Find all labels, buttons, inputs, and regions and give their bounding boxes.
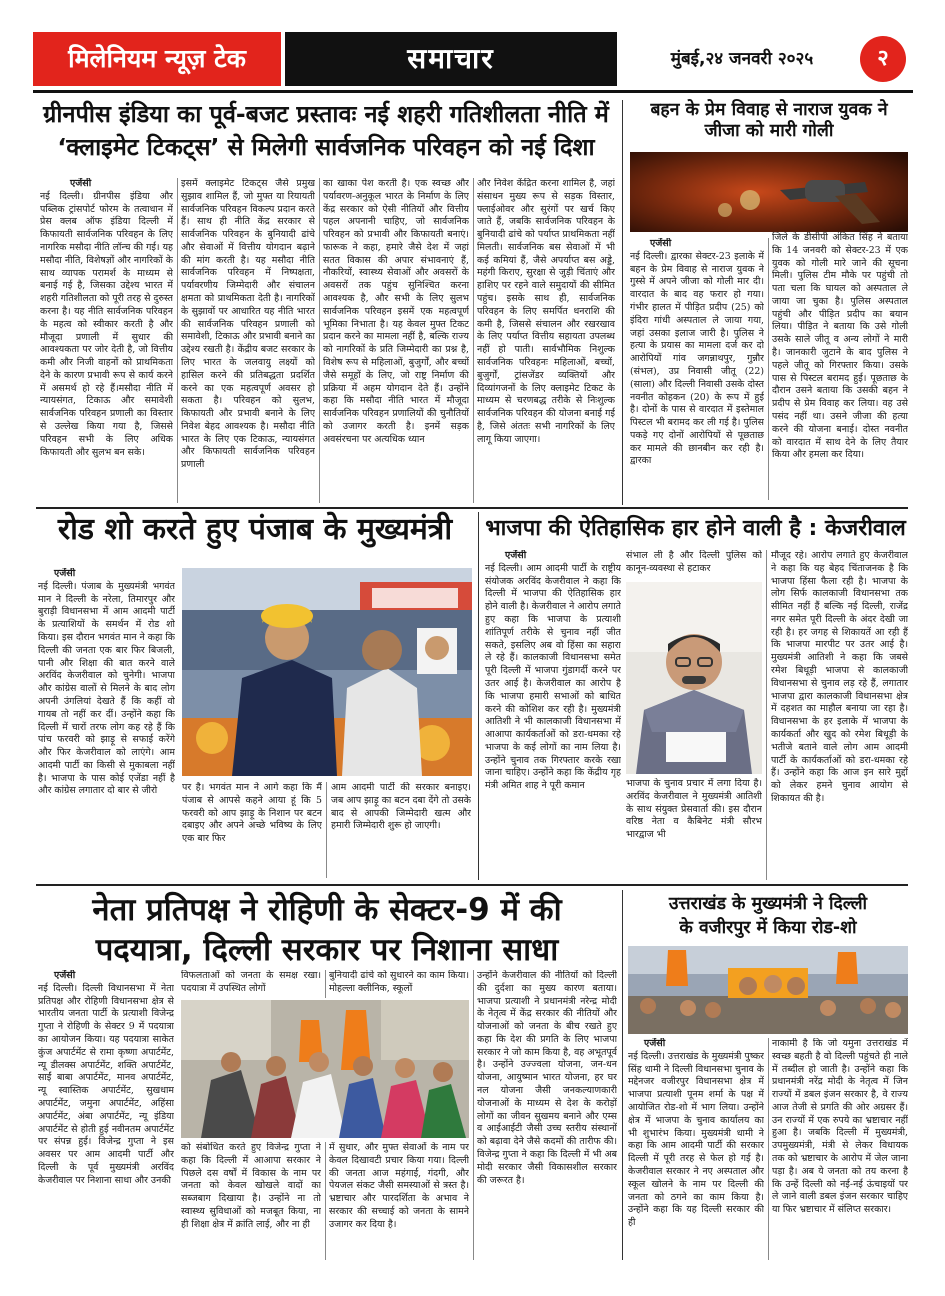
road-show-photo bbox=[182, 568, 472, 776]
story5-col5 bbox=[329, 1142, 469, 1260]
paper-title: मिलेनियम न्यूज़ टेक bbox=[33, 32, 281, 86]
story5-col6 bbox=[477, 970, 617, 1260]
masthead bbox=[33, 32, 913, 86]
col-divider bbox=[768, 238, 769, 500]
story3-col2-text: पर है। भगवंत मान ने आगे कहा कि मैं पंजाब से आपसे कहने आया हूं कि 5 फरवरी को आप झाड़ू के निशान पर बटन दबाइए और अपने अच्छे भविष्य के लिए एक बार फिर bbox=[182, 782, 322, 845]
section-title: समाचार bbox=[285, 32, 617, 86]
story1-col2-text: इसमें क्लाइमेट टिकट्स जैसे प्रमुख सुझाव शामिल हैं, जो मुफ्त या रियायती सार्वजनिक परिवहन विकल्प प्रदान करते हैं। साथ ही नीति केंद्र सरकार से सार्वजनिक परिवहन के बुनियादी ढांचे और सेवाओं में वित्तीय योगदान बढ़ाने की मांग करती है। यह मसौदा नीति सार्वजनिक परिवहन में निष्पक्षता, पर्यावरणीय जिम्मेदारी और संचालन क्षमता को प्राथमिकता देती है। नागरिकों के सुझावों पर आधारित यह नीति भारत की सार्वजनिक परिवहन प्रणाली को समावेशी, टिकाऊ और प्रभावी बनाने का उद्देश्य रखती है। केंद्रीय बजट सरकार के लिए भारत के जलवायु लक्ष्यों को हासिल करने की प्रतिबद्धता प्रदर्शित करने का एक महत्वपूर्ण अवसर हो सकता है। परिवहन को सुलभ, किफायती और प्रभावी बनाने के लिए निवेश बेहद आवश्यक है। मसौदा नीति भारत के लिए एक टिकाऊ, न्यायसंगत और किफायती सार्वजनिक परिवहन प्रणाली bbox=[181, 178, 315, 471]
col-divider bbox=[768, 1038, 769, 1260]
story5-col4 bbox=[181, 1142, 321, 1260]
col-divider bbox=[473, 970, 474, 1260]
story3-col1-text: नई दिल्ली। पंजाब के मुख्यमंत्री भगवंत मान ने दिल्ली के नरेला, तिमारपुर और बुराड़ी विधानसभा में आम आदमी पार्टी के प्रत्याशियों के समर्थन में रोड शो किया। इस दौरान भगवंत मान ने कहा कि दिल्ली की जनता एक बार फिर बिजली, पानी और शिक्षा की बात करने वाले अरविंद केजरीवाल को चुनेगी। भाजपा और कांग्रेस वालों से मिलने के बाद लोग अपनी उंगलियां देखते हैं कि कहीं वो गायब तो नहीं कर दीं। उन्होंने कहा कि दिल्ली में चारों तरफ लोग कह रहे हैं कि पांच फरवरी को झाड़ू से सफाई करेंगे और फिर केजरीवाल को लाएंगे। आम आदमी पार्टी का किसी से मुकाबला नहीं है। भाजपा के पास कोई एजेंडा नहीं है और कांग्रेस लगातार दो बार से जीरो bbox=[38, 580, 175, 797]
story4-col2-text: संभाल ली है और दिल्ली पुलिस को कानून-व्यवस्था से हटाकर bbox=[626, 550, 762, 574]
story4-col4 bbox=[771, 550, 908, 880]
story6-headline bbox=[628, 893, 908, 940]
col-divider bbox=[177, 178, 178, 503]
story5-col2 bbox=[181, 970, 321, 998]
story6-headline-line1: उत्तराखंड के मुख्यमंत्री ने दिल्ली bbox=[668, 894, 868, 914]
story4-col1 bbox=[485, 550, 621, 880]
padyatra-photo bbox=[181, 1000, 469, 1138]
story5-col1 bbox=[38, 970, 174, 1260]
dhami-roadshow-photo bbox=[628, 946, 908, 1034]
story3-col1 bbox=[38, 568, 175, 880]
story1-col2 bbox=[181, 178, 315, 503]
story1-headline-line2: ‘क्लाइमेट टिकट्स’ से मिलेगी सार्वजनिक परिवहन को नई दिशा bbox=[57, 132, 595, 161]
story2-col1-text: नई दिल्ली। द्वारका सेक्टर-23 इलाके में बहन के प्रेम विवाह से नाराज युवक ने गुस्से में अपने जीजा को गोली मार दी। वारदात के बाद वह फरार हो गया। गंभीर हालत में पीड़ित प्रदीप (25) को इंदिरा गांधी अस्पताल ले जाया गया, जहां उसका इलाज जारी है। पुलिस ने हत्या के प्रयास का मामला दर्ज कर दो आरोपियों गांव जगन्नाथपुर, गुन्नौर (संभल), उप्र निवासी जीतू (22) (साला) और दिल्ली निवासी उसके दोस्त नवनीत कोहकन (20) के रूप में हुई है। दोनों के पास से वारदात में इस्तेमाल पिस्टल भी बरामद कर ली गई है। पुलिस पकड़े गए दोनों आरोपियों से पूछताछ कर मामले की छानबीन कर रही है। द्वारका bbox=[630, 250, 764, 467]
roadshow-crowd-photo-icon bbox=[628, 946, 908, 1034]
page-number: २ bbox=[860, 36, 906, 82]
col-divider bbox=[325, 1142, 326, 1260]
story3-headline: रोड शो करते हुए पंजाब के मुख्यमंत्री bbox=[57, 512, 453, 547]
padyatra-crowd-photo-icon bbox=[181, 1000, 469, 1138]
edition-date: मुंबई,२४ जनवरी २०२५ bbox=[670, 49, 814, 69]
gun-photo bbox=[630, 152, 908, 232]
story4-col3-text: भाजपा के चुनाव प्रचार में लगा दिया है। अरविंद केजरीवाल ने मुख्यमंत्री आतिशी के साथ संयुक्त प्रेसवार्ता की। इस दौरान वरिष्ठ नेता व कैबिनेट मंत्री सौरभ भारद्वाज भी bbox=[626, 778, 762, 841]
story4-agency: एजेंसी bbox=[505, 550, 527, 561]
story3-agency: एजेंसी bbox=[54, 568, 76, 579]
story5-col2-text: विफलताओं को जनता के समक्ष रखा। पदयात्रा में उपस्थित लोगों bbox=[181, 970, 321, 994]
section-divider bbox=[622, 100, 623, 505]
story6-headline-line2: के वजीरपुर में किया रोड-शो bbox=[679, 917, 857, 938]
section-rule bbox=[36, 884, 908, 886]
story5-col3-text: बुनियादी ढांचे को सुधारने का काम किया। मोहल्ला क्लीनिक, स्कूलों bbox=[329, 970, 469, 994]
story3-col2 bbox=[182, 782, 322, 880]
story1-headline bbox=[36, 100, 616, 161]
kejriwal-portrait-icon bbox=[626, 582, 762, 774]
story3-col3 bbox=[331, 782, 471, 880]
story4-col2 bbox=[626, 550, 762, 578]
revolver-photo-icon bbox=[630, 152, 908, 232]
story6-col1-text: नई दिल्ली। उत्तराखंड के मुख्यमंत्री पुष्कर सिंह धामी ने दिल्ली विधानसभा चुनाव के मद्देनजर वजीरपुर विधानसभा क्षेत्र में भाजपा प्रत्याशी पूनम शर्मा के पक्ष में आयोजित रोड-शो में भाग लिया। उन्होंने क्षेत्र में भाजपा के चुनाव कार्यालय का भी शुभारंभ किया। मुख्यमंत्री धामी ने कहा कि आम आदमी पार्टी की सरकार दिल्ली में पूरी तरह से फेल हो गई है। केजरीवाल सरकार ने नए अस्पताल और स्कूल खोलने के नाम पर दिल्ली की जनता को ठगने का काम किया है। उन्होंने कहा कि यह दिल्ली सरकार की ही bbox=[628, 1050, 764, 1229]
story4-col4-text: मौजूद रहे। आरोप लगाते हुए केजरीवाल ने कहा कि यह बेहद चिंताजनक है कि भाजपा हिंसा फैला रही है। भाजपा के लोग सिर्फ कालकाजी विधानसभा तक सीमित नहीं हैं बल्कि नई दिल्ली, राजेंद्र नगर समेत पूरी दिल्ली के अंदर देखी जा रही है। हर जगह से शिकायतें आ रही हैं कि भाजपा मारपीट पर उतर आई है। मुख्यमंत्री आतिशी ने कहा कि जबसे रमेश बिधूड़ी भाजपा से कालकाजी विधानसभा से चुनाव लड़ रहे हैं, लगातार भाजपा द्वारा कालकाजी विधानसभा क्षेत्र में दहशत का माहौल बनाया जा रहा है। विधानसभा के हर इलाके में भाजपा के कार्यकर्ता और खुद को रमेश बिधूड़ी के भतीजे बताने वाले लोग आम आदमी पार्टी के कार्यकर्ताओं को डरा-धमका रहे हैं। उन्होंने कहा कि आज इन सारे मुद्दों को लेकर हमने चुनाव आयोग से शिकायत की है। bbox=[771, 550, 908, 804]
punjab-cm-photo-icon bbox=[182, 568, 472, 776]
story5-col3 bbox=[329, 970, 469, 998]
kejriwal-photo bbox=[626, 582, 762, 774]
story6-col2 bbox=[772, 1038, 908, 1260]
story6-col2-text: नाकामी है कि जो यमुना उत्तराखंड में स्वच्छ बहती है वो दिल्ली पहुंचते ही नाले में तब्दील हो जाती है। उन्होंने कहा कि प्रधानमंत्री नरेंद्र मोदी के नेतृत्व में जिन राज्यों में डबल इंजन सरकार है, वे राज्य आज तेजी से प्रगति की ओर अग्रसर हैं। उन राज्यों में एक रुपये का भ्रष्टाचार नहीं हुआ है। जबकि दिल्ली में मुख्यमंत्री, उपमुख्यमंत्री, मंत्री से लेकर विधायक तक को भ्रष्टाचार के आरोप में जेल जाना पड़ा है। अब ये जनता को तय करना है कि उन्हें दिल्ली को नई-नई ऊंचाइयों पर ले जाने वाली डबल इंजन सरकार चाहिए या फिर भ्रष्टाचार में संलिप्त सरकार। bbox=[772, 1038, 908, 1216]
story5-agency: एजेंसी bbox=[54, 970, 76, 981]
story1-col4 bbox=[477, 178, 615, 503]
story4-col3 bbox=[626, 778, 762, 880]
col-divider bbox=[473, 178, 474, 503]
story2-col1 bbox=[630, 238, 764, 500]
col-divider bbox=[325, 970, 326, 998]
story2-col2 bbox=[772, 232, 908, 500]
col-divider bbox=[766, 550, 767, 880]
story1-headline-line1: ग्रीनपीस इंडिया का पूर्व-बजट प्रस्तावः नई शहरी गतिशीलता नीति में bbox=[43, 100, 609, 128]
section-divider bbox=[622, 890, 623, 1260]
story1-col1-text: नई दिल्ली। ग्रीनपीस इंडिया और पब्लिक ट्रांसपोर्ट फोरम के तत्वाधान में प्रेस क्लब ऑफ इंडिया दिल्ली में किफायती सार्वजनिक परिवहन के लिए नागरिक मसौदा नीति लॉन्च की गई। यह मसौदा नीति, विशेषज्ञों और नागरिकों के साथ व्यापक परामर्श के माध्यम से बनाई गई है, जिसका उद्देश्य भारत में शहरी गतिशीलता को पूरी तरह से दुरुस्त करना है। यह नीति सार्वजनिक परिवहन के महत्व को स्वीकार करती है और मौजूदा प्रणाली में सुधार की आवश्यकता पर जोर देती है, जो वित्तीय कमी और निजी वाहनों को प्राथमिकता देने के कारण प्रभावी रूप से कार्य करने में असमर्थ हो रहे हैं।मसौदा नीति में न्यायसंगत, टिकाऊ और समावेशी सार्वजनिक परिवहन प्रणाली का विस्तार से उल्लेख किया गया है, जिससे परिवहन सभी के लिए अधिक किफायती और सुलभ बन सके। bbox=[40, 190, 173, 458]
story6-col1 bbox=[628, 1038, 764, 1260]
story5-col1-text: नई दिल्ली। दिल्ली विधानसभा में नेता प्रतिपक्ष और रोहिणी विधानसभा क्षेत्र से भारतीय जनता पार्टी के प्रत्याशी विजेन्द्र गुप्ता ने रोहिणी के सेक्टर 9 में पदयात्रा का आयोजन किया। यह पदयात्रा साकेत कुंज अपार्टमेंट से रामा कृष्णा अपार्टमेंट, न्यू डीलक्स अपार्टमेंट, शक्ति अपार्टमेंट, साईं बाबा अपार्टमेंट, मानव अपार्टमेंट, न्यू स्वास्तिक अपार्टमेंट, सुखधाम अपार्टमेंट, जमुना अपार्टमेंट, अहिंसा अपार्टमेंट, अंबा अपार्टमेंट, न्यू इंडिया अपार्टमेंट से होती हुई नवीनतम अपार्टमेंट पर संपन्न हुई। विजेन्द्र गुप्ता ने इस अवसर पर आम आदमी पार्टी और दिल्ली के पूर्व मुख्यमंत्री अरविंद केजरीवाल पर निशाना साधा और उनकी bbox=[38, 982, 174, 1186]
story5-headline-line1: नेता प्रतिपक्ष ने रोहिणी के सेक्टर-9 में की bbox=[92, 892, 562, 928]
story3-col3-text: आम आदमी पार्टी की सरकार बनाइए। जब आप झाड़ू का बटन दबा देंगे तो उसके बाद से आपकी जिम्मेदारी खत्म और हमारी जिम्मेदारी शुरू हो जाएगी। bbox=[331, 782, 471, 832]
story6-agency: एजेंसी bbox=[644, 1038, 666, 1049]
story2-headline: बहन के प्रेम विवाह से नाराज युवक ने जीजा को मारी गोली bbox=[650, 100, 888, 142]
story5-headline-line2: पदयात्रा, दिल्ली सरकार पर निशाना साधा bbox=[95, 932, 559, 969]
story1-col4-text: और निवेश केंद्रित करना शामिल है, जहां संसाधन मुख्य रूप से सड़क विस्तार, फ्लाईओवर और सुरंगों पर खर्च किए जाते हैं, जबकि सार्वजनिक परिवहन के बुनियादी ढांचे को पर्याप्त प्राथमिकता नहीं मिलती। सार्वजनिक बस सेवाओं में भी कई कमियां हैं, जैसे अपर्याप्त बस अड्डे, महंगी किराए, सुरक्षा से जुड़ी चिंताएं और हाशिए पर रहने वाले समुदायों की सीमित पहुंच। इसके साथ ही, सार्वजनिक परिवहन के लिए समर्पित धनराशि की कमी है, जिससे संचालन और रखरखाव के लिए पर्याप्त वित्तीय सहायता उपलब्ध नहीं हो पाती। सार्वभौमिक निशुल्क सार्वजनिक परिवहनः महिलाओं, बच्चों, बुजुर्गों, ट्रांसजेंडर व्यक्तियों और दिव्यांगजनों के लिए क्लाइमेट टिकट के माध्यम से चरणबद्ध तरीके से निःशुल्क सार्वजनिक परिवहन की योजना बनाई गई है, जिसे अंततः सभी नागरिकों के लिए लागू किया जाएगा। bbox=[477, 178, 615, 445]
masthead-rule bbox=[33, 90, 913, 93]
story2-col2-text: जिले के डीसीपी अंकित सिंह ने बताया कि 14 जनवरी को सेक्टर-23 में एक युवक को गोली मारे जाने की सूचना मिली। पुलिस टीम मौके पर पहुंची तो पता चला कि घायल को अस्पताल ले जाया जा चुका है। पुलिस अस्पताल पहुंची और पीड़ित प्रदीप का बयान लिया। पीड़ित ने बताया कि उसे गोली उसके साले जीतू व अन्य लोगों ने मारी है। जानकारी जुटाने के बाद पुलिस ने पहले जीतू को गिरफ्तार किया। उसके पास से पिस्टल बरामद हुई। पूछताछ के दौरान उसने बताया कि उसकी बहन ने प्रदीप से प्रेम विवाह कर लिया। वह उसे पसंद नहीं था। उसने जीजा की हत्या करने की योजना बनाई। दोस्त नवनीत को वारदात में साथ देने के लिए तैयार किया और हमला कर दिया। bbox=[772, 232, 908, 461]
story4-headline: भाजपा की ऐतिहासिक हार होने वाली है : केजरीवाल bbox=[485, 516, 906, 541]
section-divider bbox=[478, 512, 479, 880]
story4-col1-text: नई दिल्ली। आम आदमी पार्टी के राष्ट्रीय संयोजक अरविंद केजरीवाल ने कहा कि दिल्ली में भाजपा की ऐतिहासिक हार होने वाली है। केजरीवाल ने आरोप लगाते हुए कहा कि भाजपा के प्रत्याशी शांतिपूर्ण तरीके से चुनाव नहीं जीत सकते, इसलिए अब वो हिंसा का सहारा ले रहे हैं। कालकाजी विधानसभा समेत पूरी दिल्ली में भाजपा गुंडागर्दी करने पर उतर आई है। केजरीवाल का आरोप है कि भाजपा हमारी सभाओं को बाधित करने की कोशिश कर रही है। मुख्यमंत्री आतिशी ने भी कालकाजी विधानसभा में आआपा कार्यकर्ताओं को डरा-धमका रहे भाजपा के कई लोगों का नाम लिया है। उन्होंने चुनाव तक गिरफ्तार करके रखा जाना चाहिए। उन्होंने कहा कि केंद्रीय गृह मंत्री अमित शाह ने पूरी कमान bbox=[485, 562, 621, 792]
section-rule bbox=[36, 507, 908, 509]
col-divider bbox=[319, 178, 320, 503]
story5-col6-text: उन्होंने केजरीवाल की नीतियों को दिल्ली की दुर्दशा का मुख्य कारण बताया। भाजपा प्रत्याशी ने प्रधानमंत्री नरेन्द्र मोदी के नेतृत्व में केंद्र सरकार की नीतियों और योजनाओं को जनता के बीच रखते हुए कहा कि देश की प्रगति के लिए भाजपा सरकार ने जो काम किया है, वह अभूतपूर्व है। उन्होंने उज्ज्वला योजना, जन-धन योजना, आयुष्मान भारत योजना, हर घर नल योजना जैसी जनकल्याणकारी योजनाओं के माध्यम से देश के करोड़ों लोगों का जीवन सुखमय बनाने और एम्स व आईआईटी जैसी उच्च स्तरीय संस्थानों को बढ़ावा देने जैसे कदमों की तारीफ की। विजेन्द्र गुप्ता ने कहा कि दिल्ली में भी अब मोदी सरकार जैसी विकासशील सरकार की जरूरत है। bbox=[477, 970, 617, 1186]
story5-col5-text: में सुधार, और मुफ्त सेवाओं के नाम पर केवल दिखावटी प्रचार किया गया। दिल्ली की जनता आज महंगाई, गंदगी, और पेयजल संकट जैसी समस्याओं से त्रस्त है। भ्रष्टाचार और पारदर्शिता के अभाव ने सरकार की सच्चाई को जनता के सामने उजागर कर दिया है। bbox=[329, 1142, 469, 1230]
story1-col1 bbox=[40, 178, 173, 503]
story1-col3-text: का खाका पेश करती है। एक स्वच्छ और पर्यावरण-अनुकूल भारत के निर्माण के लिए केंद्र सरकार को ऐसी नीतियों और वित्तीय पहल अपनानी चाहिए, जो सार्वजनिक परिवहन को प्रभावी और किफायती बनाएं। फारूक ने कहा, हमारे जैसे देश में जहां सतत विकास की अपार संभावनाएं हैं, नौकरियों, स्वास्थ्य सेवाओं और अवसरों के अवसरों तक पहुंच सुनिश्चित करना आवश्यक है, और सभी के लिए सुलभ सार्वजनिक परिवहन इसमें एक महत्वपूर्ण भूमिका निभाता है। यह केवल मुफ्त टिकट प्रदान करने का मामला नहीं है, बल्कि राज्य को नागरिकों के प्रति जिम्मेदारी का प्रश्न है, विशेष रूप से महिलाओं, बुजुर्गों, और बच्चों जैसे समूहों के लिए, जो राष्ट्र निर्माण की प्रक्रिया में अहम योगदान देते हैं। उन्होंने कहा कि मसौदा नीति भारत में मौजूदा सार्वजनिक परिवहन प्रणालियों की चुनौतियों को उजागर करती है। इनमें सड़क अवसंरचना पर अत्यधिक ध्यान bbox=[323, 178, 469, 445]
story5-headline bbox=[36, 890, 618, 971]
story1-agency: एजेंसी bbox=[70, 178, 92, 189]
story2-agency: एजेंसी bbox=[650, 238, 672, 249]
col-divider bbox=[326, 782, 327, 878]
story5-col4-text: को संबोधित करते हुए विजेन्द्र गुप्ता ने कहा कि दिल्ली में आआपा सरकार ने पिछले दस वर्षों में विकास के नाम पर जनता को केवल खोखले वादों का सब्जबाग दिखाया है। उन्होंने ना तो स्वास्थ्य सुविधाओं को मजबूत किया, ना ही शिक्षा क्षेत्र में क्रांति लाई, और ना ही bbox=[181, 1142, 321, 1230]
story1-col3 bbox=[323, 178, 469, 503]
